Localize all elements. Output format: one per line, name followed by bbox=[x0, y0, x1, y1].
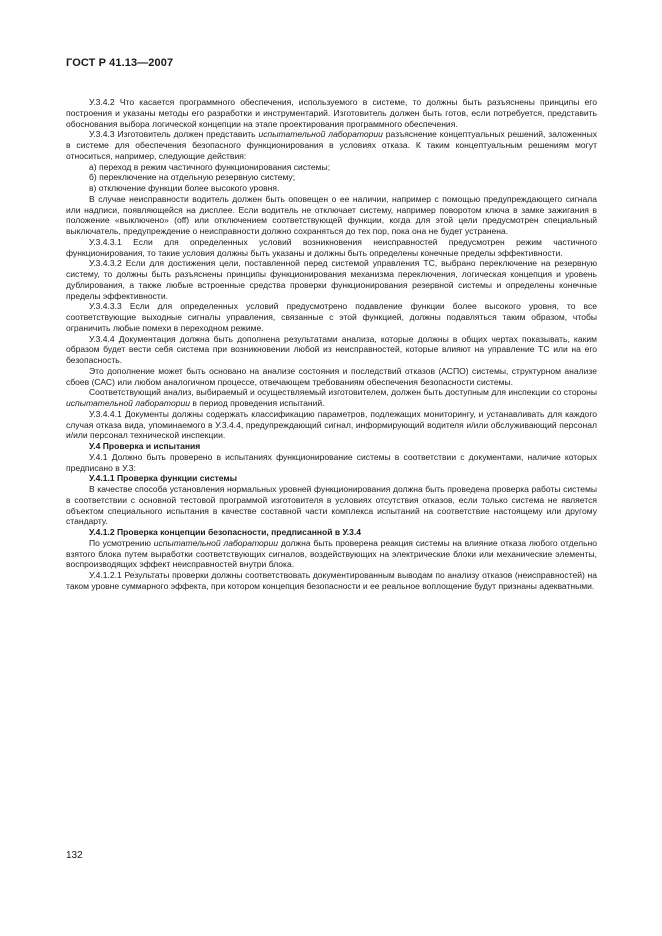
italic-term: испытательной лаборатории bbox=[66, 398, 190, 408]
heading-u4-1-1: У.4.1.1 Проверка функции системы bbox=[89, 473, 238, 484]
text-span: Соответствующий анализ, выбираемый и осуществляемый изготовителем, должен быть доступным для инспекции со стороны bbox=[89, 387, 597, 398]
paragraph-u3-4-3-3: У.3.4.3.3 Если для определенных условий предусмотрено подавление функции более высокого уровня, то все соответствующие выходные сигналы управления, связанные с этой функцией, должны подавляться таким образом, чтобы ограничить любые помехи в переходном режиме. bbox=[66, 301, 597, 333]
document-body bbox=[66, 97, 597, 592]
paragraph-fault-warning: В случае неисправности водитель должен быть оповещен о ее наличии, например с помощью предупреждающего сигнала или надписи, появляющейся на дисплее. Если водитель не отключает систему, например поворотом ключа в замке зажигания в положение «выключено» (off) или отключением соответствующей функции, когда для этой цели предусмотрен специальный выключатель, предупреждение о неисправности должно сохраняться до тех пор, пока она не будет устранена. bbox=[66, 193, 597, 236]
paragraph-aspo: Это дополнение может быть основано на анализе состояния и последствий отказов (АСПО) системы, структурном анализе сбоев (САС) или любом аналогичном процессе, отвечающем требованиям обеспечения безопасности системы. bbox=[66, 365, 597, 387]
heading-u4-1-2: У.4.1.2 Проверка концепции безопасности, предписанной в У.3.4 bbox=[89, 527, 362, 537]
page-number: 132 bbox=[66, 850, 83, 861]
heading-u4: У.4 Проверка и испытания bbox=[89, 441, 201, 451]
list-item: а) переход в режим частичного функционирования системы; bbox=[89, 161, 331, 172]
text-span: разъяснение концептуальных решений, заложенных в системе для обеспечения безопасного функционирования в условиях отказа. К таким концептуальным решениям могут относиться, например, следующие действия: bbox=[66, 129, 597, 161]
text-span: должна быть проверена реакция системы на влияние отказа любого отдельно взятого блока путем выработки соответствующих сигналов, воздействующих на электрические блоки или механические элементы, воспроизводящих эффект неисправностей внутри блока. bbox=[66, 537, 598, 570]
paragraph-u3-4-4: У.3.4.4 Документация должна быть дополнена результатами анализа, которые должны в общих чертах показывать, каким образом будет вести себя система при возникновении любой из неисправностей, которые влияют на управление ТС или на его безопасность. bbox=[66, 333, 597, 365]
text-span: в период проведения испытаний. bbox=[189, 398, 325, 408]
action-list bbox=[66, 162, 597, 194]
text-span: По усмотрению bbox=[89, 537, 154, 548]
document-header: ГОСТ Р 41.13—2007 bbox=[66, 57, 174, 69]
paragraph-u3-4-4-1: У.3.4.4.1 Документы должны содержать классификацию параметров, подлежащих мониторингу, и устанавливать для каждого случая отказа вида, упоминаемого в У.3.4.4, предупреждающий сигнал, информирующий водителя и/или обслуживающий персонал и/или персонал технической инспекции. bbox=[66, 408, 597, 441]
paragraph-function-check: В качестве способа установления нормальных уровней функционирования должна быть проведена проверка работы системы в соответствии с основной тестовой программой изготовителя в условиях отсутствия отказов, если только система не является объектом специального испытания в качестве составной части комплекса испытаний на соответствие настоящему или другому стандарту. bbox=[66, 484, 597, 527]
paragraph-u3-4-2: У.3.4.2 Что касается программного обеспечения, используемого в системе, то должны быть разъяснены принципы его построения и указаны методы его разработки и инструментарий. Изготовитель должен быть готов, если потребуется, представить обоснования выбора логической концепции на этапе проектирования программного обеспечения. bbox=[66, 97, 597, 129]
italic-term: испытательной лаборатории bbox=[258, 129, 383, 140]
list-item: в) отключение функции более высокого уровня. bbox=[89, 183, 280, 193]
text-span: У.3.4.3 Изготовитель должен представить bbox=[89, 129, 259, 140]
paragraph-u3-4-3-2: У.3.4.3.2 Если для достижения цели, поставленной перед системой управления ТС, выбрано переключение на резервную систему, то должны быть разъяснены принципы функционирования механизма переключения, логическая концепция и уровень дублирования, а также любые встроенные средства проверки функционирования резервной системы и определены конечные пределы эффективности. bbox=[66, 258, 597, 301]
paragraph-u3-4-3-1: У.3.4.3.1 Если для определенных условий возникновения неисправностей предусмотрен режим частичного функционирования, то такие условия должны быть указаны и должны быть определены конечные пределы эффективности. bbox=[66, 236, 597, 258]
paragraph-u3-4-3 bbox=[66, 129, 597, 161]
paragraph-u4-1: У.4.1 Должно быть проверено в испытаниях функционирование системы в соответствии с документами, наличие которых предписано в У.3: bbox=[66, 451, 597, 473]
list-item: б) переключение на отдельную резервную систему; bbox=[89, 172, 296, 183]
paragraph-safety-check bbox=[66, 538, 597, 570]
paragraph-analysis-inspection bbox=[66, 387, 597, 409]
paragraph-u4-1-2-1: У.4.1.2.1 Результаты проверки должны соответствовать документированным выводам по анализу отказов (неисправностей) на таком уровне суммарного эффекта, при котором концепция безопасности и ее реальное воплощение будут признаны адекватными. bbox=[66, 570, 597, 591]
italic-term: испытательной лаборатории bbox=[153, 537, 279, 548]
